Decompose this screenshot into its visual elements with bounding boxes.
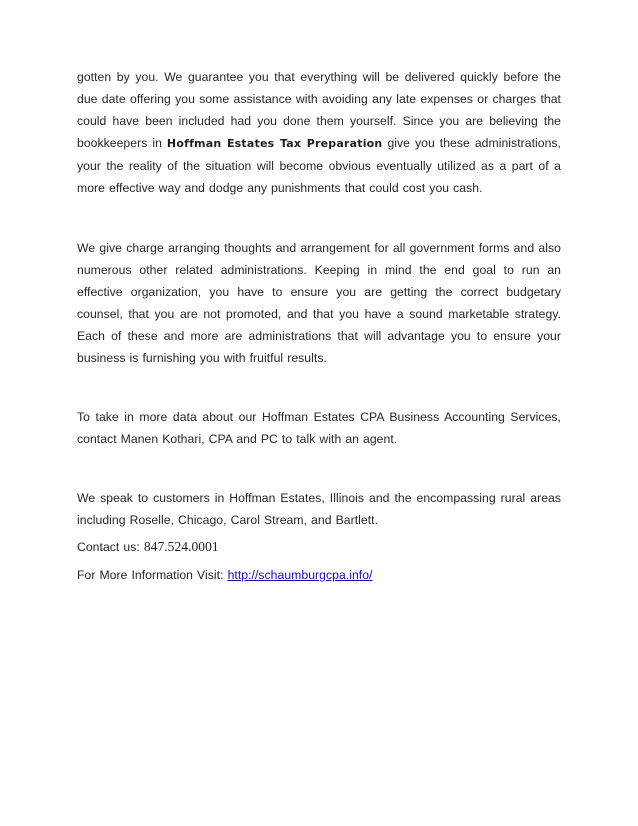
contact-line	[77, 536, 561, 558]
paragraph1-text-end: give you these administrations, your the reality of the situation will become obvious eventually utilized as a part of a more effective way and dodge any punishments that could cost you cash.	[77, 136, 561, 195]
contact-phone: 847.524.0001	[143, 539, 219, 554]
paragraph1-text-start: gotten by you. We guarantee you that everything will be delivered quickly before the due date offering you some assistance with avoiding any late expenses or charges that could have been included had you done them yourself. Since you are believing the bookkeepers in	[77, 70, 561, 150]
paragraph-more-data: To take in more data about our Hoffman Estates CPA Business Accounting Services, contact Manen Kothari, CPA and PC to talk with an agent.	[77, 410, 561, 446]
bold-phrase-tax-preparation: Hoffman Estates Tax Preparation	[166, 137, 383, 150]
contact-label: Contact us:	[77, 540, 144, 554]
more-info-line	[77, 564, 561, 586]
website-link[interactable]: http://schaumburgcpa.info/	[227, 568, 373, 582]
more-info-label: For More Information Visit:	[77, 568, 228, 582]
paragraph-service-areas: We speak to customers in Hoffman Estates, Illinois and the encompassing rural areas including Roselle, Chicago, Carol Stream, and Bartlett.	[77, 491, 561, 527]
document-page	[77, 66, 561, 586]
paragraph-charge-arranging: We give charge arranging thoughts and arrangement for all government forms and also numerous other related administrations. Keeping in mind the end goal to run an effective organization, you have to ensure you are getting the correct budgetary counsel, that you are not promoted, and that you have a sound marketable strategy. Each of these and more are administrations that will advantage you to ensure your business is furnishing you with fruitful results.	[77, 241, 561, 365]
paragraph-tax-preparation	[77, 66, 561, 199]
